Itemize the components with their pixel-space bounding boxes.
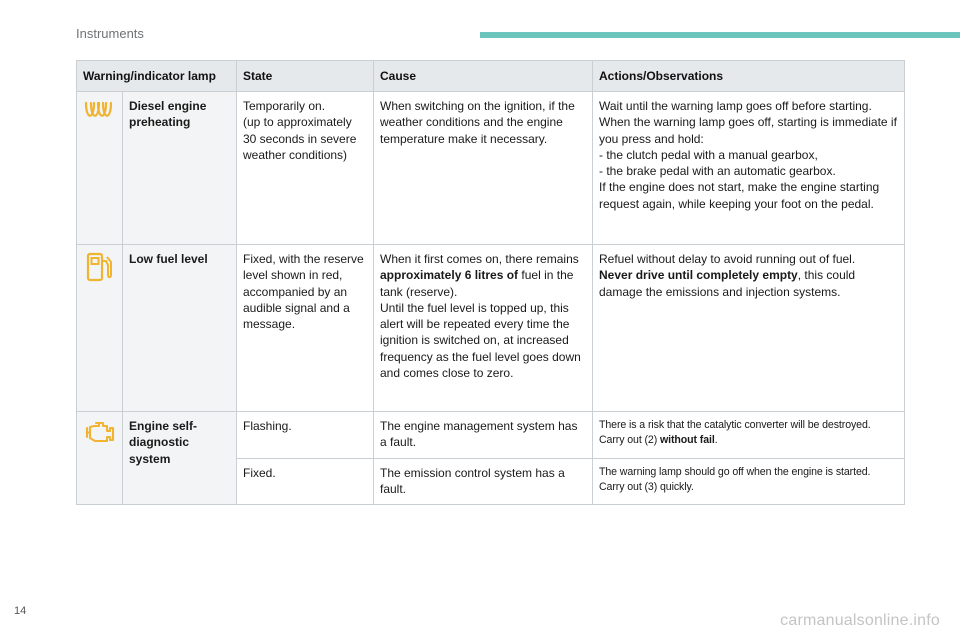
cause-cell [374, 245, 593, 412]
lamp-name: Low fuel level [123, 245, 237, 412]
state-cell [237, 92, 374, 245]
actions-line: Refuel without delay to avoid running out of fuel. [599, 252, 856, 266]
glow-plug-icon [83, 111, 113, 125]
actions-line: Never drive until completely empty, this could damage the emissions and injection systems. [599, 268, 856, 299]
table-row [77, 412, 905, 459]
actions-line: If the engine does not start, make the engine starting request again, while keeping your foot on the pedal. [599, 180, 880, 211]
actions-line: - the clutch pedal with a manual gearbox, [599, 147, 818, 162]
header-accent-bar [480, 32, 960, 38]
state-line: (up to approximately 30 seconds in severe weather conditions) [243, 115, 357, 162]
column-header-lamp: Warning/indicator lamp [77, 61, 237, 92]
cause-cell: When switching on the ignition, if the weather conditions and the engine temperature make it necessary. [374, 92, 593, 245]
state-cell: Fixed. [237, 459, 374, 505]
watermark: carmanualsonline.info [780, 612, 940, 629]
state-cell: Flashing. [237, 412, 374, 459]
table-row [77, 92, 905, 245]
column-header-actions: Actions/Observations [593, 61, 905, 92]
fuel-pump-icon [83, 272, 113, 286]
actions-line: Wait until the warning lamp goes off before starting. [599, 99, 872, 113]
actions-cell: There is a risk that the catalytic converter will be destroyed. Carry out (2) without fail. [593, 412, 905, 459]
column-header-cause: Cause [374, 61, 593, 92]
table-header-row [77, 61, 905, 92]
actions-cell [593, 245, 905, 412]
warning-lamp-table [76, 60, 905, 505]
state-cell: Fixed, with the reserve level shown in red, accompanied by an audible signal and a message. [237, 245, 374, 412]
state-line: Temporarily on. [243, 99, 326, 113]
icon-cell [77, 412, 123, 505]
actions-line: - the brake pedal with an automatic gearbox. [599, 164, 836, 179]
lamp-name: Diesel engine preheating [123, 92, 237, 245]
actions-cell [593, 92, 905, 245]
page-number: 14 [14, 605, 27, 617]
actions-line: When the warning lamp goes off, starting is immediate if you press and hold: [599, 115, 897, 146]
table-row [77, 245, 905, 412]
cause-cell: The engine management system has a fault. [374, 412, 593, 459]
cause-cell: The emission control system has a fault. [374, 459, 593, 505]
cause-paragraph: Until the fuel level is topped up, this alert will be repeated every time the ignition is switched on, at increased frequency as the fuel level goes down and comes close to zero. [380, 300, 581, 381]
actions-cell: The warning lamp should go off when the engine is started. Carry out (3) quickly. [593, 459, 905, 505]
icon-cell [77, 245, 123, 412]
column-header-state: State [237, 61, 374, 92]
section-title: Instruments [76, 26, 144, 41]
icon-cell [77, 92, 123, 245]
engine-icon [83, 433, 115, 447]
cause-paragraph: When it first comes on, there remains approximately 6 litres of fuel in the tank (reserve). [380, 252, 579, 299]
lamp-name: Engine self-diagnostic system [123, 412, 237, 505]
